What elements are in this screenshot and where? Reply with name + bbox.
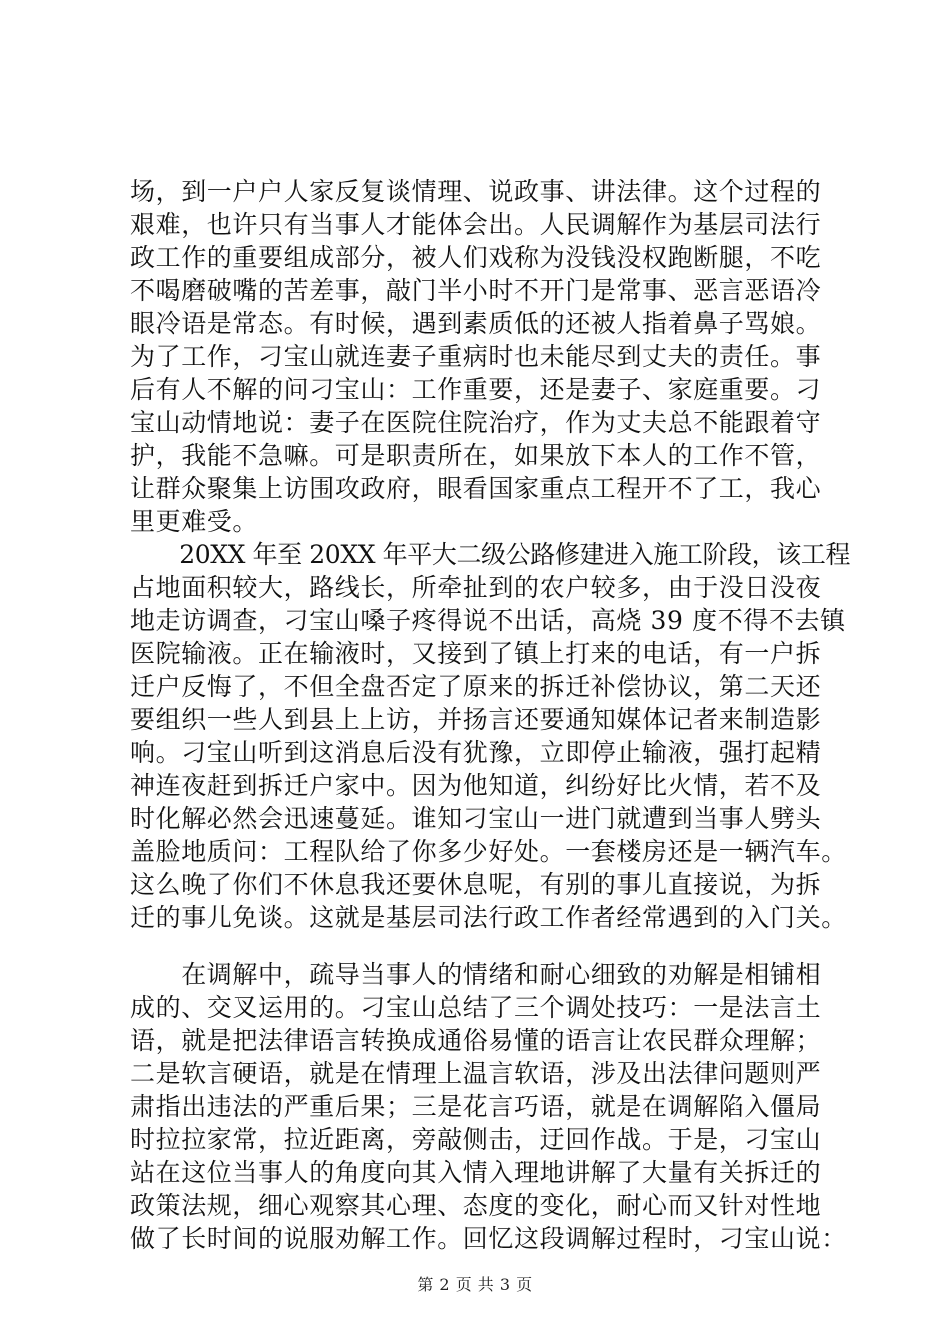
text-line: 艰难，也许只有当事人才能体会出。人民调解作为基层司法行 bbox=[130, 210, 822, 239]
text-line: 这么晚了你们不休息我还要休息呢，有别的事儿直接说，为拆 bbox=[130, 870, 822, 899]
text-line: 站在这位当事人的角度向其入情入理地讲解了大量有关拆迁的 bbox=[130, 1158, 822, 1187]
text-line: 响。刁宝山听到这消息后没有犹豫，立即停止输液，强打起精 bbox=[130, 738, 822, 767]
text-line: 在调解中，疏导当事人的情绪和耐心细致的劝解是相铺相 bbox=[130, 960, 822, 989]
text-line: 让群众聚集上访围攻政府，眼看国家重点工程开不了工，我心 bbox=[130, 474, 822, 503]
text-line: 眼冷语是常态。有时候，遇到素质低的还被人指着鼻子骂娘。 bbox=[130, 309, 822, 338]
text-line: 宝山动情地说：妻子在医院住院治疗，作为丈夫总不能跟着守 bbox=[130, 408, 822, 437]
text-line: 神连夜赶到拆迁户家中。因为他知道，纠纷好比火情，若不及 bbox=[130, 771, 822, 800]
text-line: 时拉拉家常，拉近距离，旁敲侧击，迂回作战。于是，刁宝山 bbox=[130, 1125, 822, 1154]
text-line: 肃指出违法的严重后果；三是花言巧语，就是在调解陷入僵局 bbox=[130, 1092, 822, 1121]
text-line: 场，到一户户人家反复谈情理、说政事、讲法律。这个过程的 bbox=[130, 177, 822, 206]
text-line: 地走访调查，刁宝山嗓子疼得说不出话，高烧 39 度不得不去镇 bbox=[130, 606, 846, 635]
text-line: 迁户反悔了，不但全盘否定了原来的拆迁补偿协议，第二天还 bbox=[130, 672, 822, 701]
text-line: 要组织一些人到县上上访，并扬言还要通知媒体记者来制造影 bbox=[130, 705, 822, 734]
text-line: 做了长时间的说服劝解工作。回忆这段调解过程时，刁宝山说： bbox=[130, 1224, 847, 1253]
text-line: 后有人不解的问刁宝山：工作重要，还是妻子、家庭重要。刁 bbox=[130, 375, 822, 404]
text-line: 为了工作，刁宝山就连妻子重病时也未能尽到丈夫的责任。事 bbox=[130, 342, 822, 371]
text-line: 不喝磨破嘴的苦差事，敲门半小时不开门是常事、恶言恶语冷 bbox=[130, 276, 822, 305]
text-line: 占地面积较大，路线长，所牵扯到的农户较多，由于没日没夜 bbox=[130, 573, 822, 602]
text-line: 时化解必然会迅速蔓延。谁知刁宝山一进门就遭到当事人劈头 bbox=[130, 804, 822, 833]
page-number: 第 2 页 共 3 页 bbox=[417, 1275, 533, 1294]
text-line: 迁的事儿免谈。这就是基层司法行政工作者经常遇到的入门关。 bbox=[130, 903, 847, 932]
text-line: 盖脸地质问：工程队给了你多少好处。一套楼房还是一辆汽车。 bbox=[130, 837, 847, 866]
text-line: 二是软言硬语，就是在情理上温言软语，涉及出法律问题则严 bbox=[130, 1059, 822, 1088]
text-line: 成的、交叉运用的。刁宝山总结了三个调处技巧：一是法言土 bbox=[130, 993, 822, 1022]
text-line: 里更难受。 bbox=[130, 507, 259, 536]
text-line: 护，我能不急嘛。可是职责所在，如果放下本人的工作不管， bbox=[130, 441, 822, 470]
text-line: 医院输液。正在输液时，又接到了镇上打来的电话，有一户拆 bbox=[130, 639, 822, 668]
text-line: 20XX 年至 20XX 年平大二级公路修建进入施工阶段，该工程 bbox=[130, 540, 851, 569]
text-line: 政工作的重要组成部分，被人们戏称为没钱没权跑断腿，不吃 bbox=[130, 243, 822, 272]
text-line: 语，就是把法律语言转换成通俗易懂的语言让农民群众理解； bbox=[130, 1026, 822, 1055]
text-line: 政策法规，细心观察其心理、态度的变化，耐心而又针对性地 bbox=[130, 1191, 822, 1220]
